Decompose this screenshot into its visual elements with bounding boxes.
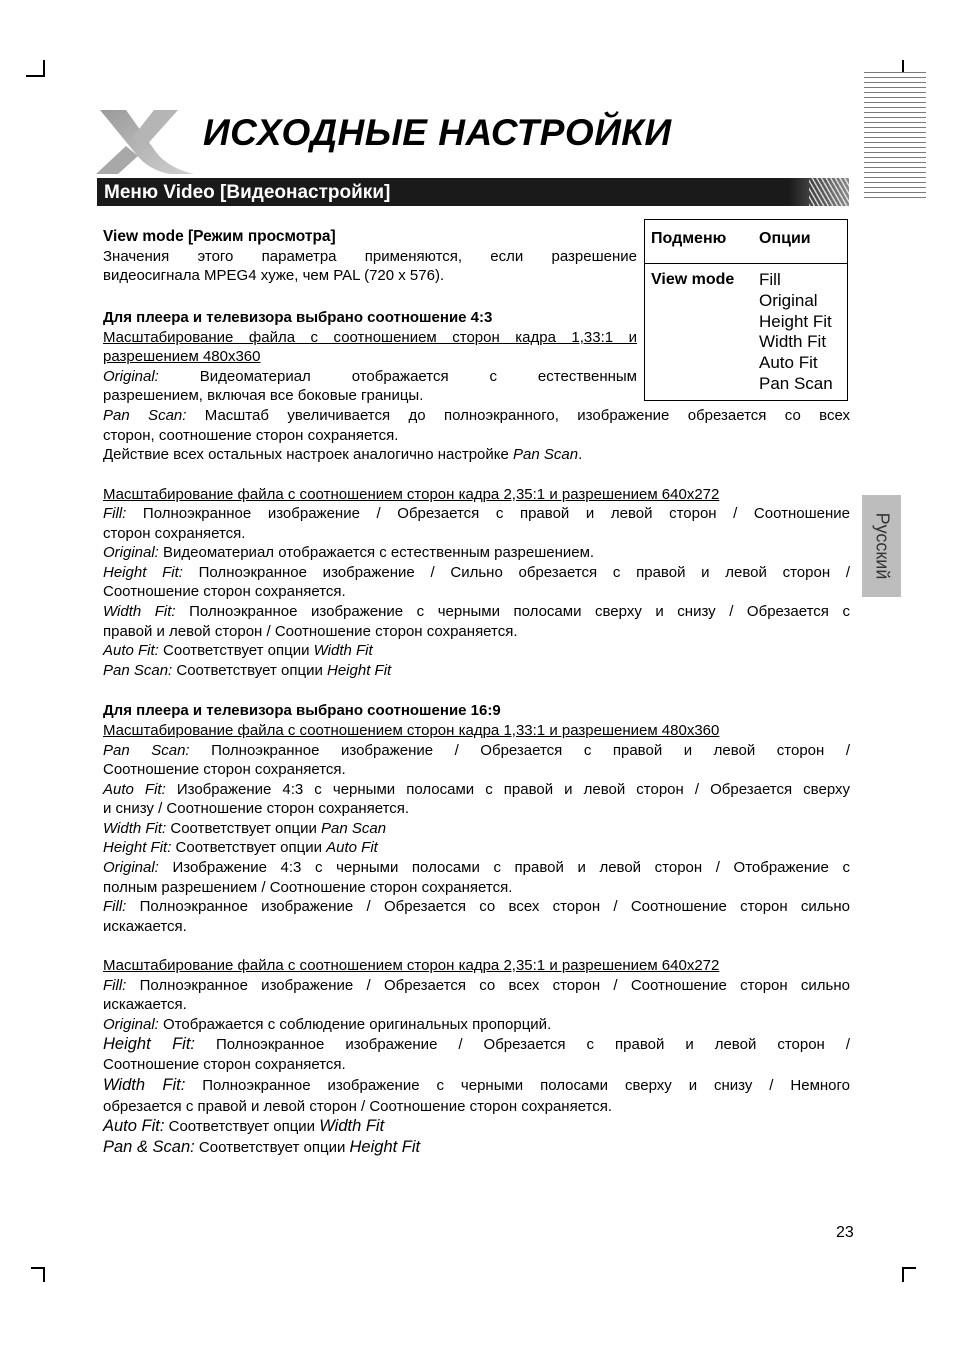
section-43-heading: Для плеера и телевизора выбрано соотношение 4:3: [103, 309, 493, 326]
desc-text: Полноэкранное изображение / Обрезается с правой и левой сторон / Соотношение: [126, 505, 850, 522]
desc-text: Полноэкранное изображение с черными полосами сверху и снизу / Обрезается с: [175, 603, 850, 620]
term-width-fit: Width Fit:: [103, 1076, 186, 1094]
view-mode-heading: View mode [Режим просмотра]: [103, 228, 336, 245]
section-header-bar: [97, 178, 849, 206]
col-submenu-header: Подменю: [651, 230, 727, 247]
intro-line: видеосигнала MPEG4 хуже, чем PAL (720 x 576).: [103, 267, 445, 284]
s43-panscan2-line: [103, 661, 391, 681]
term-height-fit: Height Fit:: [103, 1035, 196, 1053]
s169-original-line: [103, 858, 850, 878]
term-original: Original:: [103, 544, 159, 561]
ref-width-fit: Width Fit: [313, 642, 373, 659]
section-title: Меню Video [Видеонастройки]: [104, 182, 391, 203]
crop-mark-top-left: [26, 75, 45, 77]
submenu-view-mode: View mode: [651, 271, 735, 288]
ref-height-fit: Height Fit: [327, 662, 392, 679]
desc-text: Видеоматериал отображается с естественным разрешением.: [158, 544, 595, 561]
s43-original-line: разрешением, включая все боковые границы.: [103, 387, 424, 404]
desc-text: Соответствует опции: [194, 1139, 350, 1156]
s169-heightfit2-line: Соотношение сторон сохраняется.: [103, 1056, 346, 1073]
desc-text: Полноэкранное изображение / Обрезается со всех сторон / Соотношение сторон сильно: [126, 898, 850, 915]
desc-text: Изображение 4:3 с черными полосами с правой и левой сторон / Отображение с: [158, 859, 850, 876]
desc-text: Соответствует опции: [171, 839, 327, 856]
desc-text: Полноэкранное изображение / Обрезается с правой и левой сторон /: [195, 1036, 850, 1053]
crop-mark-bottom-left: [31, 1267, 45, 1269]
s43-autofit-line: [103, 641, 373, 661]
option-pan-scan: Pan Scan: [759, 373, 833, 393]
s169-widthfit2-line: обрезается с правой и левой сторон / Соотношение сторон сохраняется.: [103, 1098, 613, 1115]
s43-panscan-line: сторон, соотношение сторон сохраняется.: [103, 427, 399, 444]
s169-fill-line: [103, 897, 850, 917]
s169-original-line: полным разрешением / Соотношение сторон сохраняется.: [103, 879, 513, 896]
options-table: [644, 219, 848, 401]
term-width-fit: Width Fit:: [103, 603, 176, 620]
desc-text: Полноэкранное изображение / Обрезается с правой и левой сторон /: [189, 742, 851, 759]
s169-fill-line: искажается.: [103, 918, 187, 935]
s169-widthfit2-line: [103, 1076, 850, 1096]
desc-text: Видеоматериал отображается с естественным: [158, 368, 637, 385]
s169-widthfit-line: [103, 819, 386, 839]
term-fill: Fill:: [103, 898, 127, 915]
s43-fill-line: сторон сохраняется.: [103, 525, 246, 542]
s169-panscan-line: Соотношение сторон сохраняется.: [103, 761, 346, 778]
term-height-fit: Height Fit:: [103, 839, 172, 856]
s43-widthfit-line: [103, 602, 850, 622]
crop-mark-bottom-left: [43, 1267, 45, 1282]
term-original: Original:: [103, 1016, 159, 1033]
option-original: Original: [759, 290, 818, 310]
term-auto-fit: Auto Fit:: [103, 642, 159, 659]
term-pan-and-scan: Pan & Scan:: [103, 1138, 195, 1156]
term-auto-fit: Auto Fit:: [103, 1117, 165, 1135]
s169-autofit-line: [103, 780, 850, 800]
crop-mark-bottom-right: [902, 1267, 904, 1282]
s169-panscan-line: [103, 741, 850, 761]
intro-line: Значения этого параметра применяются, если разрешение: [103, 248, 637, 265]
s169-fill2-line: искажается.: [103, 996, 187, 1013]
s169-heightfit-line: [103, 838, 378, 858]
desc-text: Отображается с соблюдение оригинальных пропорций.: [158, 1016, 552, 1033]
language-tab-label: Русский: [872, 512, 892, 580]
options-table-header: [645, 220, 847, 264]
page-title: ИСХОДНЫЕ НАСТРОЙКИ: [203, 112, 672, 153]
desc-text: Изображение 4:3 с черными полосами с правой и левой сторон / Обрезается сверху: [165, 781, 851, 798]
s169-panscan2-line: [103, 1138, 420, 1158]
s43-fill-line: [103, 504, 850, 524]
s43-sub2-heading: Масштабирование файла с соотношением сторон кадра 2,35:1 и разрешением 640x272: [103, 486, 720, 503]
term-original: Original:: [103, 859, 159, 876]
s169-sub1-heading: Масштабирование файла с соотношением сторон кадра 1,33:1 и разрешением 480x360: [103, 722, 720, 739]
desc-text: Полноэкранное изображение / Сильно обрезается с правой и левой сторон /: [182, 564, 851, 581]
ref-auto-fit: Auto Fit: [326, 839, 378, 856]
desc-text: Полноэкранное изображение / Обрезается со всех сторон / Соотношение сторон сильно: [126, 977, 850, 994]
s43-original2-line: [103, 543, 594, 563]
s43-sub1-heading: разрешением 480x360: [103, 348, 261, 365]
term-original: Original:: [103, 368, 159, 385]
s43-panscan-line: [103, 406, 850, 426]
desc-text: Соответствует опции: [164, 1118, 320, 1135]
brand-x-logo-icon: [96, 108, 196, 176]
ref-pan-scan: Pan Scan: [321, 820, 387, 837]
crop-mark-bottom-right: [902, 1267, 916, 1269]
option-auto-fit: Auto Fit: [759, 353, 818, 373]
ref-width-fit: Width Fit: [319, 1117, 385, 1135]
s43-heightfit-line: Соотношение сторон сохраняется.: [103, 583, 346, 600]
option-width-fit: Width Fit: [759, 332, 827, 352]
desc-text: Соответствует опции: [158, 642, 314, 659]
desc-text: .: [578, 446, 583, 463]
col-options-header: Опции: [759, 230, 811, 247]
s43-original-line: [103, 367, 637, 387]
term-pan-scan: Pan Scan:: [103, 742, 190, 759]
term-pan-scan: Pan Scan: [513, 446, 579, 463]
desc-text: Полноэкранное изображение с черными полосами сверху и снизу / Немного: [185, 1077, 851, 1094]
language-tab: [862, 495, 901, 597]
term-fill: Fill:: [103, 505, 127, 522]
term-width-fit: Width Fit:: [103, 820, 167, 837]
option-height-fit: Height Fit: [759, 311, 832, 331]
section-169-heading: Для плеера и телевизора выбрано соотношение 16:9: [103, 702, 501, 719]
decorative-stripes: [864, 72, 926, 200]
s169-heightfit2-line: [103, 1035, 850, 1055]
page-number: 23: [836, 1224, 854, 1241]
desc-text: Действие всех остальных настроек аналогично настройке: [103, 446, 514, 463]
desc-text: Масштаб увеличивается до полноэкранного, изображение обрезается со всех: [186, 407, 850, 424]
section-hatch-decoration: [809, 178, 849, 206]
s43-heightfit-line: [103, 563, 850, 583]
desc-text: Соответствует опции: [172, 662, 327, 679]
s169-original2-line: [103, 1015, 551, 1035]
s169-fill2-line: [103, 976, 850, 996]
term-pan-scan: Pan Scan:: [103, 407, 187, 424]
term-pan-scan: Pan Scan:: [103, 662, 173, 679]
term-fill: Fill:: [103, 977, 127, 994]
term-auto-fit: Auto Fit:: [103, 781, 166, 798]
option-fill: Fill: [759, 270, 781, 289]
s43-other-line: [103, 445, 582, 465]
options-list: [759, 270, 833, 395]
term-height-fit: Height Fit:: [103, 564, 183, 581]
s169-sub2-heading: Масштабирование файла с соотношением сторон кадра 2,35:1 и разрешением 640x272: [103, 957, 720, 974]
s169-autofit2-line: [103, 1117, 384, 1137]
ref-height-fit: Height Fit: [349, 1138, 421, 1156]
s43-sub1-heading: Масштабирование файла с соотношением сторон кадра 1,33:1 и: [103, 329, 637, 346]
s169-autofit-line: и снизу / Соотношение сторон сохраняется.: [103, 800, 410, 817]
desc-text: Соответствует опции: [166, 820, 321, 837]
s43-widthfit-line: правой и левой сторон / Соотношение сторон сохраняется.: [103, 623, 518, 640]
